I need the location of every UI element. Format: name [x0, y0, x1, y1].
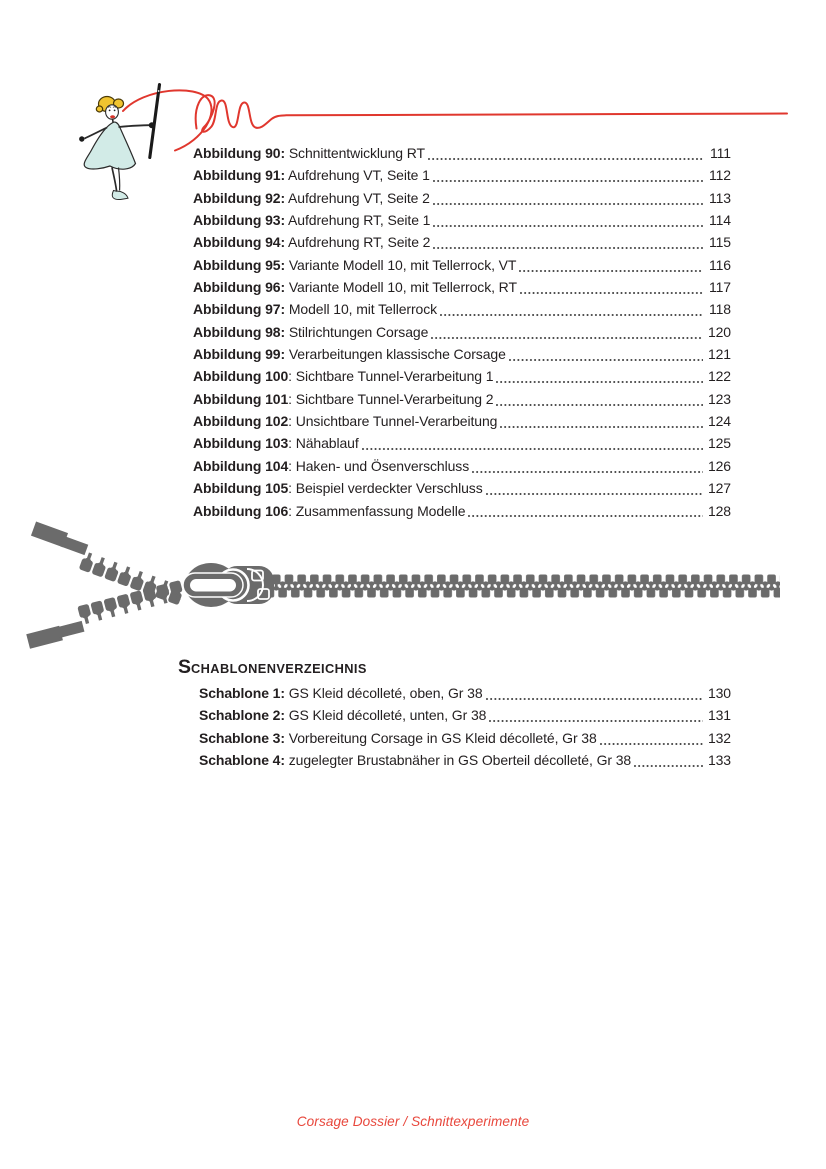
- template-entry-title: zugelegter Brustabnäher in GS Oberteil décolleté, Gr 38: [284, 752, 632, 769]
- toc-row: [193, 298, 731, 320]
- heading-initial: S: [178, 656, 192, 678]
- toc-entry-label: Abbildung 100: [193, 368, 289, 385]
- toc-entry-title: Verarbeitungen klassische Corsage: [285, 346, 506, 363]
- dotted-leader: [516, 254, 705, 276]
- template-row: [199, 749, 731, 771]
- zipper-closed-teeth: [246, 575, 780, 598]
- toc-entry-page: 123: [707, 390, 731, 407]
- toc-row: [193, 432, 731, 454]
- toc-row: [193, 388, 731, 410]
- toc-row: [193, 410, 731, 432]
- toc-entry-page: 118: [708, 301, 731, 318]
- template-row: [199, 727, 731, 749]
- dotted-leader: [430, 164, 705, 186]
- toc-entry-title: Schnittentwicklung RT: [285, 145, 425, 161]
- dotted-leader: [483, 477, 705, 499]
- dotted-leader: [430, 187, 705, 209]
- template-entry-label: Schablone 4:: [199, 752, 285, 769]
- zipper-slider: [183, 563, 274, 607]
- toc-entry-title: Aufdrehung RT, Seite 2: [285, 234, 431, 251]
- toc-entry-title: : Beispiel verdeckter Verschluss: [288, 480, 483, 497]
- dotted-leader: [517, 276, 705, 298]
- toc-entry-label: Abbildung 102: [193, 413, 289, 430]
- zipper-pull-tab: [183, 573, 243, 597]
- toc-row: [193, 321, 731, 343]
- toc-entry-page: 117: [708, 279, 731, 296]
- template-entry-title: GS Kleid décolleté, oben, Gr 38: [284, 685, 483, 701]
- dotted-leader: [359, 432, 705, 454]
- dotted-leader: [437, 298, 705, 320]
- template-entry-label: Schablone 2:: [199, 707, 285, 724]
- toc-entry-label: Abbildung 101: [193, 390, 289, 407]
- dotted-leader: [497, 410, 705, 432]
- toc-entry-label: Abbildung 97:: [193, 301, 286, 318]
- toc-entry-page: 113: [708, 189, 731, 206]
- template-row: [199, 682, 731, 704]
- toc-entry-title: : Sichtbare Tunnel-Verarbeitung 1: [288, 368, 494, 385]
- toc-entry-label: Abbildung 95:: [193, 256, 286, 273]
- toc-entry-page: 128: [707, 502, 731, 519]
- dotted-leader: [493, 388, 705, 410]
- toc-row: [193, 276, 731, 298]
- toc-entry-title: Aufdrehung RT, Seite 1: [285, 212, 431, 229]
- toc-entry-page: 122: [707, 368, 731, 385]
- toc-entry-label: Abbildung 104: [193, 457, 289, 474]
- toc-entry-label: Abbildung 92:: [193, 189, 286, 206]
- dotted-leader: [430, 231, 705, 253]
- dotted-leader: [428, 321, 705, 343]
- toc-entry-page: 111: [710, 145, 731, 161]
- toc-row: [193, 187, 731, 209]
- toc-entry-label: Abbildung 103: [193, 435, 289, 452]
- toc-entry-title: : Nähablauf: [288, 435, 359, 452]
- toc-entry-page: 121: [707, 346, 731, 363]
- dotted-leader: [483, 682, 705, 704]
- dotted-leader: [506, 343, 705, 365]
- toc-entry-title: : Haken- und Ösenverschluss: [288, 457, 470, 474]
- toc-entry-page: 116: [708, 256, 731, 273]
- template-entry-page: 132: [707, 729, 731, 746]
- toc-entry-label: Abbildung 96:: [193, 279, 286, 296]
- toc-entry-label: Abbildung 105: [193, 480, 289, 497]
- toc-row: [193, 142, 731, 164]
- toc-entry-page: 120: [707, 323, 731, 340]
- toc-entry-title: Modell 10, mit Tellerrock: [285, 301, 438, 318]
- toc-entry-label: Abbildung 99:: [193, 346, 286, 363]
- dotted-leader: [425, 142, 705, 164]
- page-footer: Corsage Dossier / Schnittexperimente: [296, 1114, 530, 1129]
- template-entry-label: Schablone 1:: [199, 685, 285, 701]
- toc-entry-label: Abbildung 94:: [193, 234, 286, 251]
- toc-row: [193, 231, 731, 253]
- toc-entry-page: 124: [707, 413, 731, 430]
- heading-rest: CHABLONENVERZEICHNIS: [191, 661, 367, 676]
- dotted-leader: [430, 209, 705, 231]
- toc-entry-page: 115: [708, 234, 731, 251]
- toc-entry-label: Abbildung 98:: [193, 323, 286, 340]
- toc-entry-page: 114: [708, 212, 731, 229]
- toc-row: [193, 477, 731, 499]
- template-entry-page: 130: [707, 685, 731, 701]
- toc-entry-title: Variante Modell 10, mit Tellerrock, RT: [285, 279, 517, 296]
- template-entry-page: 133: [707, 752, 731, 769]
- dotted-leader: [486, 704, 705, 726]
- toc-entry-label: Abbildung 90:: [193, 145, 286, 161]
- templates-section-heading: [178, 656, 367, 680]
- zipper-open-tape-bottom: [23, 580, 187, 649]
- dotted-leader: [597, 727, 705, 749]
- toc-entry-label: Abbildung 93:: [193, 212, 286, 229]
- toc-row: [193, 164, 731, 186]
- toc-entry-title: Aufdrehung VT, Seite 1: [285, 167, 430, 184]
- toc-entry-title: Stilrichtungen Corsage: [285, 323, 429, 340]
- toc-entry-title: : Sichtbare Tunnel-Verarbeitung 2: [288, 390, 494, 407]
- template-entry-page: 131: [707, 707, 731, 724]
- toc-row: [193, 254, 731, 276]
- template-row: [199, 704, 731, 726]
- toc-row: [193, 455, 731, 477]
- toc-row: [193, 365, 731, 387]
- toc-entry-title: Aufdrehung VT, Seite 2: [285, 189, 430, 206]
- toc-entry-page: 126: [707, 457, 731, 474]
- template-entry-label: Schablone 3:: [199, 729, 285, 746]
- figures-list: [193, 142, 731, 522]
- dotted-leader: [631, 749, 705, 771]
- template-entry-title: Vorbereitung Corsage in GS Kleid décolleté, Gr 38: [284, 729, 597, 746]
- template-entry-title: GS Kleid décolleté, unten, Gr 38: [284, 707, 487, 724]
- dotted-leader: [469, 455, 705, 477]
- dancer-figure: [79, 97, 155, 200]
- toc-entry-label: Abbildung 91:: [193, 167, 286, 184]
- toc-entry-page: 112: [708, 167, 731, 184]
- templates-list: [199, 682, 731, 771]
- toc-entry-page: 125: [707, 435, 731, 452]
- toc-entry-title: : Unsichtbare Tunnel-Verarbeitung: [288, 413, 498, 430]
- toc-entry-label: Abbildung 106: [193, 502, 289, 519]
- zipper-illustration: [0, 512, 800, 657]
- toc-entry-title: Variante Modell 10, mit Tellerrock, VT: [285, 256, 517, 273]
- toc-entry-page: 127: [707, 480, 731, 497]
- dotted-leader: [493, 365, 705, 387]
- toc-row: [193, 209, 731, 231]
- toc-row: [193, 343, 731, 365]
- toc-entry-title: : Zusammenfassung Modelle: [288, 502, 466, 519]
